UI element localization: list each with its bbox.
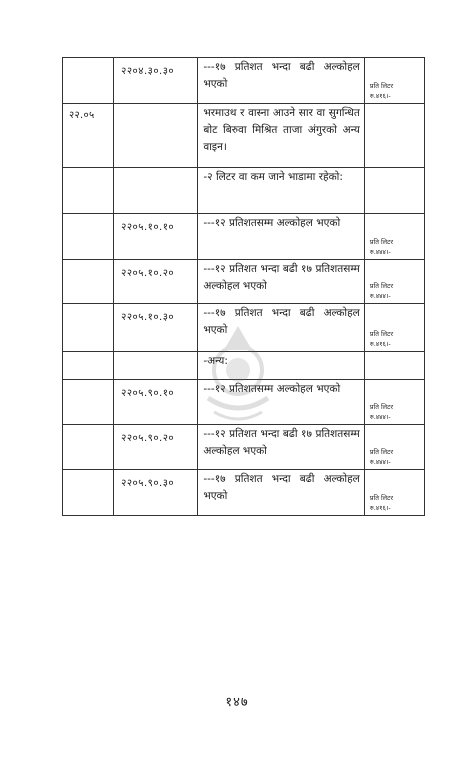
goods-description: -२ लिटर वा कम जाने भाडामा रहेको: bbox=[203, 171, 343, 183]
rate-cell bbox=[364, 470, 424, 516]
heading-cell bbox=[63, 425, 114, 470]
subheading-cell bbox=[114, 380, 198, 425]
rate-value: रु.४४४।- bbox=[369, 292, 391, 300]
table-row bbox=[63, 260, 425, 304]
table-row bbox=[63, 104, 425, 168]
rate-unit: प्रति लिटर bbox=[369, 403, 393, 411]
description-cell bbox=[198, 58, 364, 104]
heading-number bbox=[63, 352, 113, 355]
rate-cell bbox=[364, 260, 424, 304]
table-row bbox=[63, 425, 425, 470]
goods-description: -अन्य: bbox=[203, 355, 228, 367]
rate-unit: प्रति लिटर bbox=[369, 330, 393, 338]
subheading-code: २२०५.१०.३० bbox=[121, 312, 175, 323]
heading-cell bbox=[63, 58, 114, 104]
goods-description: ---१२ प्रतिशतसम्म अल्कोहल भएको bbox=[203, 383, 341, 395]
rate-unit: प्रति लिटर bbox=[369, 448, 393, 456]
subheading-cell bbox=[114, 168, 198, 214]
heading-number bbox=[63, 214, 113, 217]
heading-cell bbox=[63, 214, 114, 260]
subheading-code bbox=[114, 352, 197, 357]
rate-value: रु.४१६।- bbox=[369, 92, 391, 100]
subheading-cell bbox=[114, 260, 198, 304]
heading-number bbox=[63, 304, 113, 307]
goods-description: ---१२ प्रतिशत भन्दा बढी १७ प्रतिशतसम्म अल्कोहल भएको bbox=[203, 263, 360, 292]
subheading-cell bbox=[114, 304, 198, 352]
heading-cell bbox=[63, 352, 114, 380]
rate-cell bbox=[364, 104, 424, 168]
table-row bbox=[63, 58, 425, 104]
description-cell bbox=[198, 470, 364, 516]
page-number: १४७ bbox=[225, 695, 249, 710]
subheading-cell bbox=[114, 352, 198, 380]
rate-cell bbox=[364, 214, 424, 260]
goods-description: भरमाउथ र वास्ना आउने सार वा सुगन्धित बोट बिरुवा मिश्रित ताजा अंगुरको अन्य वाइन। bbox=[203, 107, 360, 153]
rate-cell bbox=[364, 304, 424, 352]
subheading-code: २२०५.९०.१० bbox=[121, 388, 175, 399]
rate-value: रु.४४४।- bbox=[369, 248, 391, 256]
goods-description: ---१२ प्रतिशत भन्दा बढी १७ प्रतिशतसम्म अल्कोहल भएको bbox=[203, 428, 360, 457]
goods-description: ---१२ प्रतिशतसम्म अल्कोहल भएको bbox=[203, 217, 341, 229]
subheading-code: २२०४.३०.३० bbox=[121, 66, 175, 77]
rate-value: रु.४४४।- bbox=[369, 458, 391, 466]
heading-number bbox=[63, 470, 113, 473]
subheading-cell bbox=[114, 214, 198, 260]
rate-unit: प्रति लिटर bbox=[369, 494, 393, 502]
rate-cell bbox=[364, 168, 424, 214]
heading-cell bbox=[63, 304, 114, 352]
heading-number bbox=[63, 260, 113, 263]
goods-description: ---१७ प्रतिशत भन्दा बढी अल्कोहल भएको bbox=[203, 307, 360, 336]
subheading-cell bbox=[114, 470, 198, 516]
subheading-code: २२०५.९०.३० bbox=[121, 478, 175, 489]
heading-number bbox=[63, 58, 113, 61]
description-cell bbox=[198, 104, 364, 168]
description-cell bbox=[198, 425, 364, 470]
goods-description: ---१७ प्रतिशत भन्दा बढी अल्कोहल भएको bbox=[203, 473, 360, 502]
heading-number bbox=[63, 425, 113, 428]
table-row bbox=[63, 168, 425, 214]
heading-cell bbox=[63, 260, 114, 304]
subheading-code: २२०५.१०.१० bbox=[121, 222, 175, 233]
rate-unit: प्रति लिटर bbox=[369, 82, 393, 90]
tariff-table bbox=[62, 57, 425, 516]
tariff-table-body bbox=[63, 58, 425, 516]
description-cell bbox=[198, 214, 364, 260]
rate-cell bbox=[364, 352, 424, 380]
rate-unit: प्रति लिटर bbox=[369, 238, 393, 246]
subheading-cell bbox=[114, 58, 198, 104]
subheading-code: २२०५.१०.२० bbox=[121, 268, 175, 279]
rate-unit: प्रति लिटर bbox=[369, 282, 393, 290]
heading-cell bbox=[63, 380, 114, 425]
subheading-cell bbox=[114, 104, 198, 168]
heading-number bbox=[63, 168, 113, 171]
heading-cell bbox=[63, 104, 114, 168]
subheading-code bbox=[114, 168, 197, 173]
rate-value: रु.४१६।- bbox=[369, 504, 391, 512]
subheading-code: २२०५.९०.२० bbox=[121, 433, 175, 444]
table-row bbox=[63, 470, 425, 516]
description-cell bbox=[198, 260, 364, 304]
goods-description: ---१७ प्रतिशत भन्दा बढी अल्कोहल भएको bbox=[203, 61, 360, 90]
description-cell bbox=[198, 168, 364, 214]
heading-number: २२.०५ bbox=[69, 110, 95, 121]
table-row bbox=[63, 214, 425, 260]
rate-cell bbox=[364, 58, 424, 104]
rate-cell bbox=[364, 380, 424, 425]
heading-cell bbox=[63, 470, 114, 516]
rate-cell bbox=[364, 425, 424, 470]
subheading-cell bbox=[114, 425, 198, 470]
heading-number bbox=[63, 380, 113, 383]
rate-value: रु.४४४।- bbox=[369, 413, 391, 421]
rate-value: रु.४१६।- bbox=[369, 340, 391, 348]
government-emblem-watermark bbox=[198, 320, 278, 430]
heading-cell bbox=[63, 168, 114, 214]
subheading-code bbox=[114, 104, 197, 109]
